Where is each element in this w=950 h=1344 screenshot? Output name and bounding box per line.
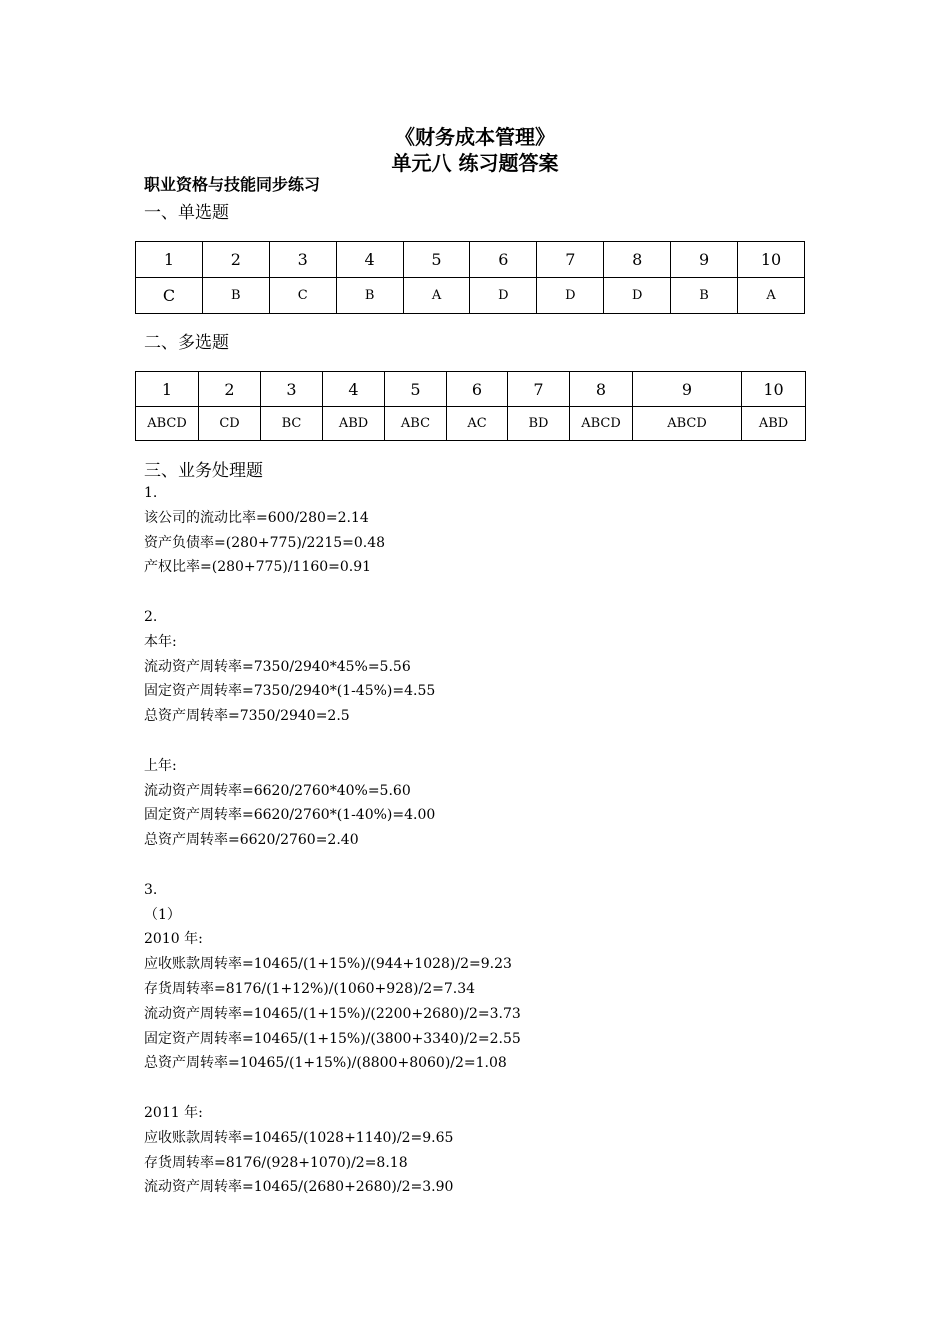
single-answer-cell: B xyxy=(671,278,738,314)
single-number-cell: 10 xyxy=(738,242,805,278)
answer-line: 流动资产周转率=10465/(1+15%)/(2200+2680)/2=3.73 xyxy=(144,1005,521,1022)
single-number-cell: 3 xyxy=(269,242,336,278)
multi-answer-cell: ABCD xyxy=(136,407,199,441)
single-number-cell: 4 xyxy=(336,242,403,278)
answer-line: 应收账款周转率=10465/(1+15%)/(944+1028)/2=9.23 xyxy=(144,956,512,973)
single-choice-heading: 一、单选题 xyxy=(144,203,229,223)
single-number-cell: 6 xyxy=(470,242,537,278)
answer-line: 资产负债率=(280+775)/2215=0.48 xyxy=(144,534,386,551)
single-number-cell: 5 xyxy=(403,242,470,278)
multi-answer-cell: CD xyxy=(199,407,261,441)
answer-line: 本年: xyxy=(144,633,177,650)
single-answer-cell: D xyxy=(470,278,537,314)
multi-number-cell: 8 xyxy=(570,372,633,407)
answer-line: 存货周转率=8176/(928+1070)/2=8.18 xyxy=(144,1154,408,1171)
multi-answer-cell: BC xyxy=(261,407,323,441)
multi-answer-cell: ABD xyxy=(323,407,385,441)
multi-choice-table xyxy=(135,371,806,441)
answer-line: 2. xyxy=(144,608,158,625)
multi-answer-cell: BD xyxy=(508,407,570,441)
answer-line: 产权比率=(280+775)/1160=0.91 xyxy=(144,559,372,576)
single-number-cell: 8 xyxy=(604,242,671,278)
answer-line: 流动资产周转率=10465/(2680+2680)/2=3.90 xyxy=(144,1179,454,1196)
multi-choice-number-row xyxy=(136,372,806,407)
single-choice-number-row xyxy=(136,242,805,278)
multi-number-cell: 3 xyxy=(261,372,323,407)
answer-line: 固定资产周转率=6620/2760*(1-40%)=4.00 xyxy=(144,807,436,824)
answer-line: 1. xyxy=(144,485,158,501)
single-answer-cell: B xyxy=(202,278,269,314)
answer-line: 存货周转率=8176/(1+12%)/(1060+928)/2=7.34 xyxy=(144,980,476,997)
answer-line: 流动资产周转率=7350/2940*45%=5.56 xyxy=(144,658,411,675)
document-title: 《财务成本管理》 xyxy=(395,125,555,149)
multi-answer-cell: ABCD xyxy=(570,407,633,441)
multi-number-cell: 2 xyxy=(199,372,261,407)
multi-answer-cell: ABC xyxy=(385,407,447,441)
document-subtitle: 单元八 练习题答案 xyxy=(391,151,559,175)
multi-choice-answer-row xyxy=(136,407,806,441)
section-heading: 职业资格与技能同步练习 xyxy=(144,175,321,194)
multi-number-cell: 4 xyxy=(323,372,385,407)
answer-line: 固定资产周转率=10465/(1+15%)/(3800+3340)/2=2.55 xyxy=(144,1030,521,1047)
single-answer-cell: D xyxy=(537,278,604,314)
multi-choice-heading: 二、多选题 xyxy=(144,333,229,353)
answer-line: 总资产周转率=10465/(1+15%)/(8800+8060)/2=1.08 xyxy=(144,1055,507,1072)
answer-line xyxy=(144,729,521,754)
answer-line: 3. xyxy=(144,881,158,898)
answer-line: 上年: xyxy=(144,757,177,774)
multi-number-cell: 7 xyxy=(508,372,570,407)
multi-answer-cell: ABD xyxy=(742,407,806,441)
answer-line: 总资产周转率=6620/2760=2.40 xyxy=(144,832,359,849)
single-choice-answer-row xyxy=(136,278,805,314)
business-answers xyxy=(144,481,521,1200)
multi-answer-cell: ABCD xyxy=(633,407,742,441)
answer-line: （1） xyxy=(144,906,181,923)
answer-line xyxy=(144,853,521,878)
single-number-cell: 7 xyxy=(537,242,604,278)
business-heading: 三、业务处理题 xyxy=(144,461,263,481)
answer-line: 该公司的流动比率=600/280=2.14 xyxy=(144,509,369,526)
single-answer-cell: C xyxy=(136,278,203,314)
multi-number-cell: 9 xyxy=(633,372,742,407)
single-number-cell: 2 xyxy=(202,242,269,278)
answer-line: 流动资产周转率=6620/2760*40%=5.60 xyxy=(144,782,411,799)
answer-line: 2010 年: xyxy=(144,931,203,948)
answer-line xyxy=(144,580,521,605)
multi-answer-cell: AC xyxy=(447,407,508,441)
single-answer-cell: A xyxy=(738,278,805,314)
answer-line xyxy=(144,1076,521,1101)
answer-line: 固定资产周转率=7350/2940*(1-45%)=4.55 xyxy=(144,683,436,700)
single-answer-cell: A xyxy=(403,278,470,314)
answer-line: 总资产周转率=7350/2940=2.5 xyxy=(144,708,350,725)
single-number-cell: 9 xyxy=(671,242,738,278)
multi-number-cell: 1 xyxy=(136,372,199,407)
multi-number-cell: 5 xyxy=(385,372,447,407)
multi-number-cell: 6 xyxy=(447,372,508,407)
single-answer-cell: B xyxy=(336,278,403,314)
answer-line: 应收账款周转率=10465/(1028+1140)/2=9.65 xyxy=(144,1129,454,1146)
answer-line: 2011 年: xyxy=(144,1104,203,1121)
single-answer-cell: C xyxy=(269,278,336,314)
single-answer-cell: D xyxy=(604,278,671,314)
multi-number-cell: 10 xyxy=(742,372,806,407)
single-choice-table xyxy=(135,241,805,314)
single-number-cell: 1 xyxy=(136,242,203,278)
